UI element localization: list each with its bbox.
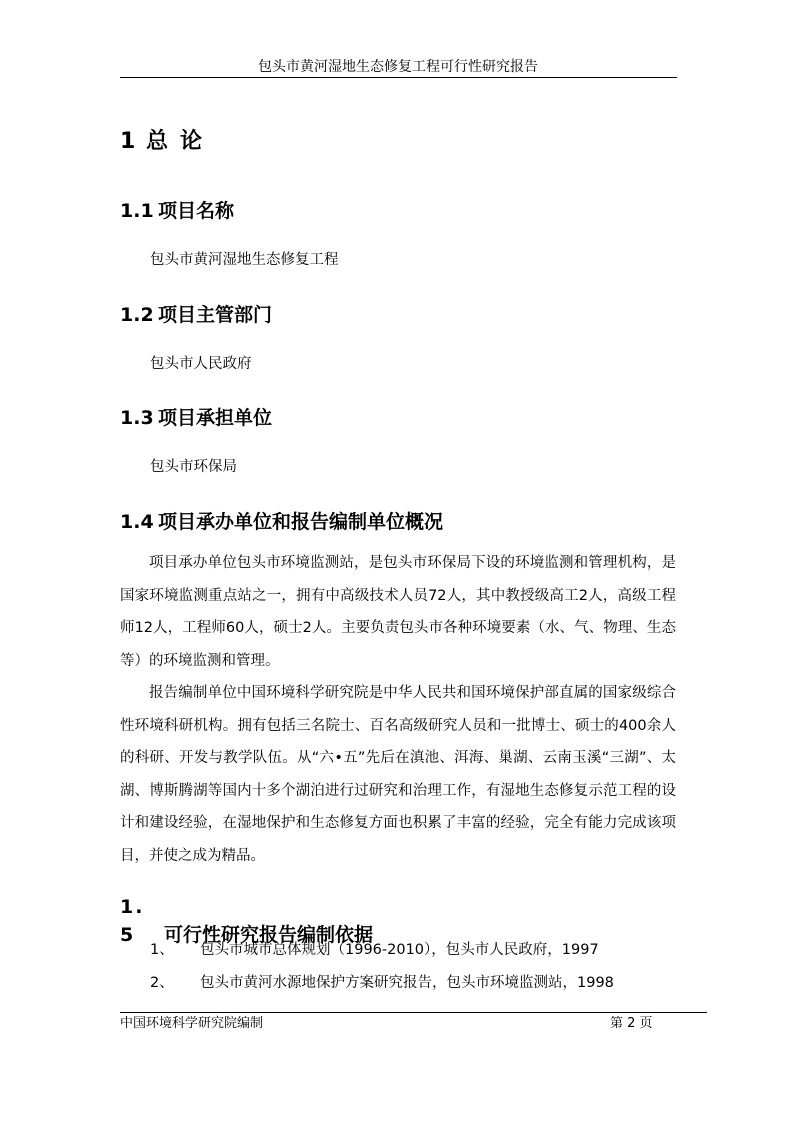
section-title: 可行性研究报告编制依据 (164, 924, 374, 946)
header-divider (120, 77, 677, 78)
reference-item (150, 973, 614, 993)
page-header-title: 包头市黄河湿地生态修复工程可行性研究报告 (258, 59, 538, 75)
chapter-title: 总论 (146, 129, 215, 154)
section-title: 项目主管部门 (158, 304, 273, 326)
section-heading-1-1 (120, 197, 234, 225)
reference-item (150, 940, 599, 960)
section-title: 项目名称 (158, 200, 235, 222)
chapter-heading (120, 126, 214, 158)
page-number: 第 2 页 (610, 1016, 653, 1031)
reference-text: 包头市黄河水源地保护方案研究报告，包头市环境监测站，1998 (200, 975, 614, 991)
section-title: 项目承办单位和报告编制单位概况 (158, 511, 444, 533)
reference-number: 2、 (150, 975, 174, 991)
section-heading-1-3 (120, 404, 272, 432)
section-number: 1. 5 (120, 896, 145, 946)
section-number: 1.4 (120, 511, 154, 533)
section-heading-1-4 (120, 508, 443, 536)
section-content-authority: 包头市人民政府 (150, 356, 252, 372)
section-content-project-name: 包头市黄河湿地生态修复工程 (150, 252, 339, 268)
footer-divider (120, 1012, 707, 1013)
reference-number: 1、 (150, 942, 174, 958)
section-content-undertaker: 包头市环保局 (150, 459, 237, 475)
chapter-number: 1 (120, 129, 136, 154)
reference-text: 包头市城市总体规划（1996-2010），包头市人民政府，1997 (200, 942, 599, 958)
paragraph-report-unit: 报告编制单位中国环境科学研究院是中华人民共和国环境保护部直属的国家级综合性环境科研机构。拥有包括三名院士、百名高级研究人员和一批博士、硕士的400余人的科研、开发与教学队伍。从“六•五”先后在滇池、洱海、巢湖、云南玉溪“三湖”、太湖、博斯腾湖等国内十多个湖泊进行过研究和治理工作，有湿地生态修复示范工程的设计和建设经验，在湿地保护和生态修复方面也积累了丰富的经验，完全有能力完成该项目，并使之成为精品。 (120, 685, 676, 864)
footer-organization: 中国环境科学研究院编制 (120, 1016, 264, 1031)
section-number: 1.3 (120, 407, 154, 429)
paragraph-host-unit: 项目承办单位包头市环境监测站，是包头市环保局下设的环境监测和管理机构，是国家环境监测重点站之一，拥有中高级技术人员72人，其中教授级高工2人，高级工程师12人，工程师60人，硕士2人。主要负责包头市各种环境要素（水、气、物理、生态等）的环境监测和管理。 (120, 555, 676, 669)
section-body-overview (120, 547, 676, 872)
section-number: 1.2 (120, 304, 154, 326)
section-number: 1.1 (120, 200, 154, 222)
section-heading-1-2 (120, 301, 272, 329)
section-title: 项目承担单位 (158, 407, 273, 429)
